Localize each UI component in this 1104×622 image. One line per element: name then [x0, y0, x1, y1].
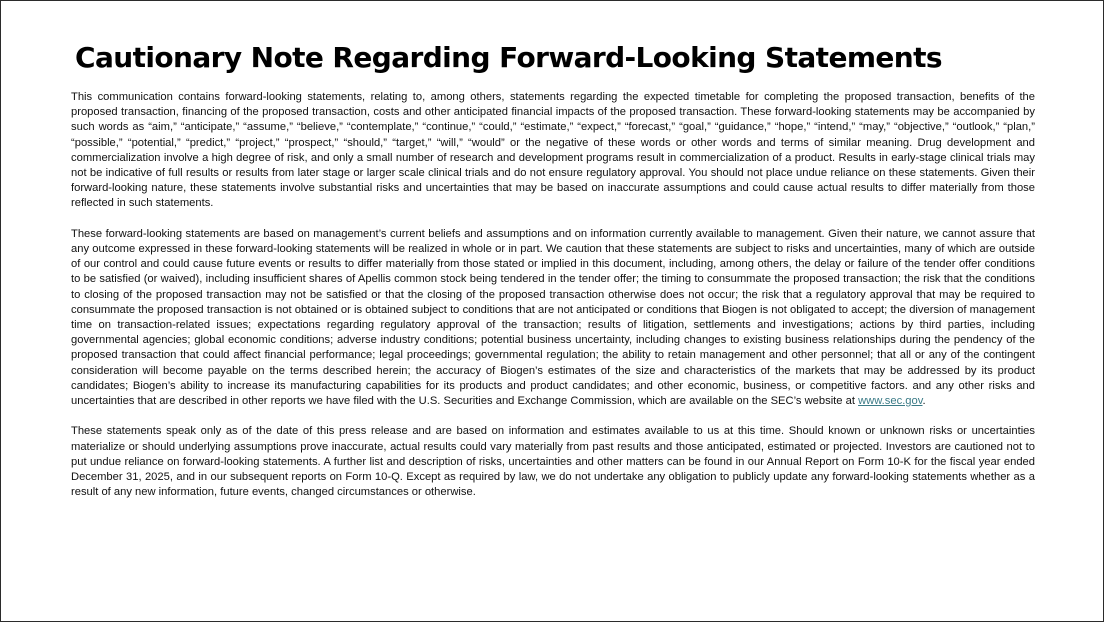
paragraph-3: These statements speak only as of the date of this press release and are based on information and estimates available to us at this time. Should known or unknown risks or uncertainties materialize or should underlying assumptions prove inaccurate, actual results could vary materially from past results and those anticipated, estimated or projected. Investors are cautioned not to put undue reliance on forward-looking statements. A further list and description of risks, uncertainties and other matters can be found in our Annual Report on Form 10-K for the fiscal year ended December 31, 2025, and in our subsequent reports on Form 10-Q. Except as required by law, we do not undertake any obligation to publicly update any forward-looking statements whether as a result of any new information, future events, changed circumstances or otherwise.	[71, 425, 1035, 499]
slide-title: Cautionary Note Regarding Forward-Looking Statements	[75, 41, 942, 74]
sec-website-link[interactable]: www.sec.gov	[858, 395, 923, 408]
paragraph-1: This communication contains forward-looking statements, relating to, among others, statements regarding the expected timetable for completing the proposed transaction, benefits of the proposed transaction, financing of the proposed transaction, costs and other anticipated financial impacts of the proposed transaction. These forward-looking statements may be accompanied by such words as “aim,” “anticipate,” “assume,” “believe,” “contemplate,” “continue,” “could,” “estimate,” “expect,” “forecast,” “goal,” “guidance,” “hope,” “intend,” “may,” “objective,” “outlook,” “plan,” “possible,” “potential,” “predict,” “project,” “prospect,” “should,” “target,” “will,” “would” or the negative of these words or other words and terms of similar meaning. Drug development and commercialization involve a high degree of risk, and only a small number of research and development programs result in commercialization of a product. Results in early-stage clinical trials may not be indicative of full results or results from later stage or larger scale clinical trials and do not ensure regulatory approval. You should not place undue reliance on these statements. Given their forward-looking nature, these statements involve substantial risks and uncertainties that may be based on inaccurate assumptions and could cause actual results to differ materially from those reflected in such statements.	[71, 91, 1035, 210]
paragraph-2-end: .	[922, 395, 926, 408]
paragraph-2-text: These forward-looking statements are based on management’s current beliefs and assumptions and on information currently available to management. Given their nature, we cannot assure that any outcome expressed in these forward-looking statements will be realized in whole or in part. We caution that these statements are subject to risks and uncertainties, many of which are outside of our control and could cause future events or results to differ materially from those stated or implied in this document, including, among others, the delay or failure of the tender offer conditions to be satisfied (or waived), including insufficient shares of Apellis common stock being tendered in the tender offer; the timing to consummate the proposed transaction; the risk that the conditions to closing of the proposed transaction may not be satisfied or that the closing of the proposed transaction otherwise does not occur; the risk that a regulatory approval that may be required to consummate the proposed transaction is not obtained or is obtained subject to conditions that are not anticipated or conditions that Biogen is not obligated to accept; the diversion of management time on transaction-related issues; expectations regarding regulatory approval of the transaction; results of litigation, settlements and investigations; actions by third parties, including governmental agencies; global economic conditions; adverse industry conditions; potential business uncertainty, including changes to existing business relationships during the pendency of the proposed transaction that could affect financial performance; legal proceedings; governmental regulation; the ability to retain management and other personnel; that all or any of the contingent consideration will become payable on the terms described herein; the accuracy of Biogen’s estimates of the size and characteristics of the markets that may be addressed by its product candidates; Biogen’s ability to increase its manufacturing capabilities for its products and product candidates; and other economic, business, or competitive factors. and any other risks and uncertainties that are described in other reports we have filed with the U.S. Securities and Exchange Commission, which are available on the SEC’s website at	[71, 227, 1035, 408]
paragraph-2	[71, 227, 1035, 409]
disclaimer-body	[71, 90, 1035, 516]
